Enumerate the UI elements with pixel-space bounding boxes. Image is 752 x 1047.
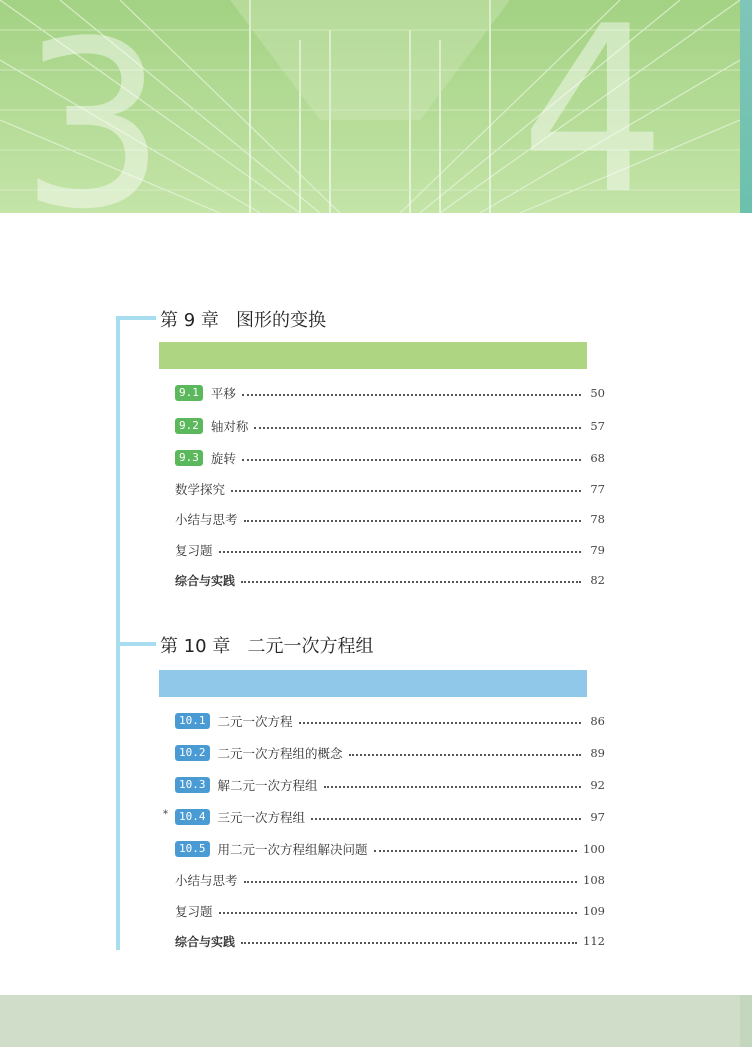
toc-entry[interactable] [175,743,605,763]
section-number-badge: 10.5 [175,841,210,857]
section-number-badge: 10.4 [175,809,210,825]
toc-entry[interactable] [175,901,605,921]
leader-dots [241,942,577,944]
entry-page: 79 [590,543,605,557]
guide-connector-ch10 [116,642,156,646]
entry-page: 82 [590,573,605,587]
entry-label: 小结与思考 [175,512,238,527]
leader-dots [244,520,581,522]
section-number-badge: 10.2 [175,745,210,761]
toc-entry[interactable] [175,479,605,499]
entry-page: 78 [590,512,605,526]
section-number-badge: 10.3 [175,777,210,793]
entry-label: 二元一次方程 [217,714,293,729]
leader-dots [219,912,578,914]
entry-label: 平移 [210,386,236,401]
entry-label: 综合与实践 [175,573,236,588]
toc-entry[interactable] [175,931,605,951]
optional-star-marker: * [163,809,168,820]
entry-page: 89 [590,746,605,760]
leader-dots [324,786,581,788]
section-number-badge: 9.1 [175,385,203,401]
entry-label: 三元一次方程组 [217,810,306,825]
leader-dots [311,818,581,820]
section-number-badge: 9.3 [175,450,203,466]
toc-entry[interactable] [175,839,605,859]
entry-page: 50 [590,386,605,400]
entry-page: 86 [590,714,605,728]
entry-label: 综合与实践 [175,934,236,949]
entry-page: 68 [590,451,605,465]
leader-dots [349,754,581,756]
toc-entry[interactable] [175,448,605,468]
guide-connector-ch9 [116,316,156,320]
banner-numeral-4: 4 [520,0,667,213]
entry-page: 109 [583,904,605,918]
chapter-10-bar [159,670,587,697]
entry-page: 97 [590,810,605,824]
leader-dots [374,850,578,852]
entry-label: 用二元一次方程组解决问题 [217,842,368,857]
footer-band [0,995,740,1047]
leader-dots [242,459,581,461]
entry-page: 57 [590,419,605,433]
leader-dots [219,551,581,553]
entry-label: 复习题 [175,904,213,919]
entry-label: 旋转 [210,451,236,466]
toc-entry[interactable] [175,383,605,403]
entry-page: 108 [583,873,605,887]
leader-dots [231,490,581,492]
entry-label: 二元一次方程组的概念 [217,746,343,761]
entry-label: 数学探究 [175,482,226,497]
toc-entry[interactable] [175,540,605,560]
architecture-photo [0,0,740,213]
footer-edge-strip [740,995,752,1047]
toc-entry[interactable] [175,870,605,890]
guide-vertical-line [116,318,120,950]
toc-entry[interactable] [175,509,605,529]
leader-dots [241,581,581,583]
chapter-10-title: 第 10 章 二元一次方程组 [160,636,374,657]
entry-page: 100 [583,842,605,856]
entry-label: 复习题 [175,543,213,558]
header-banner [0,0,740,213]
banner-numeral-3: 3 [20,0,167,213]
entry-label: 轴对称 [210,419,249,434]
toc-entry[interactable] [175,807,605,827]
leader-dots [254,427,581,429]
section-number-badge: 10.1 [175,713,210,729]
leader-dots [244,881,578,883]
chapter-9-bar [159,342,587,369]
entry-page: 77 [590,482,605,496]
toc-entry[interactable] [175,711,605,731]
section-number-badge: 9.2 [175,418,203,434]
entry-label: 解二元一次方程组 [217,778,318,793]
right-edge-strip [740,0,752,213]
leader-dots [242,394,581,396]
toc-entry[interactable] [175,416,605,436]
toc-entry[interactable] [175,775,605,795]
entry-page: 92 [590,778,605,792]
toc-entry[interactable] [175,570,605,590]
entry-page: 112 [583,934,605,948]
chapter-9-title: 第 9 章 图形的变换 [160,310,327,331]
leader-dots [299,722,581,724]
entry-label: 小结与思考 [175,873,238,888]
